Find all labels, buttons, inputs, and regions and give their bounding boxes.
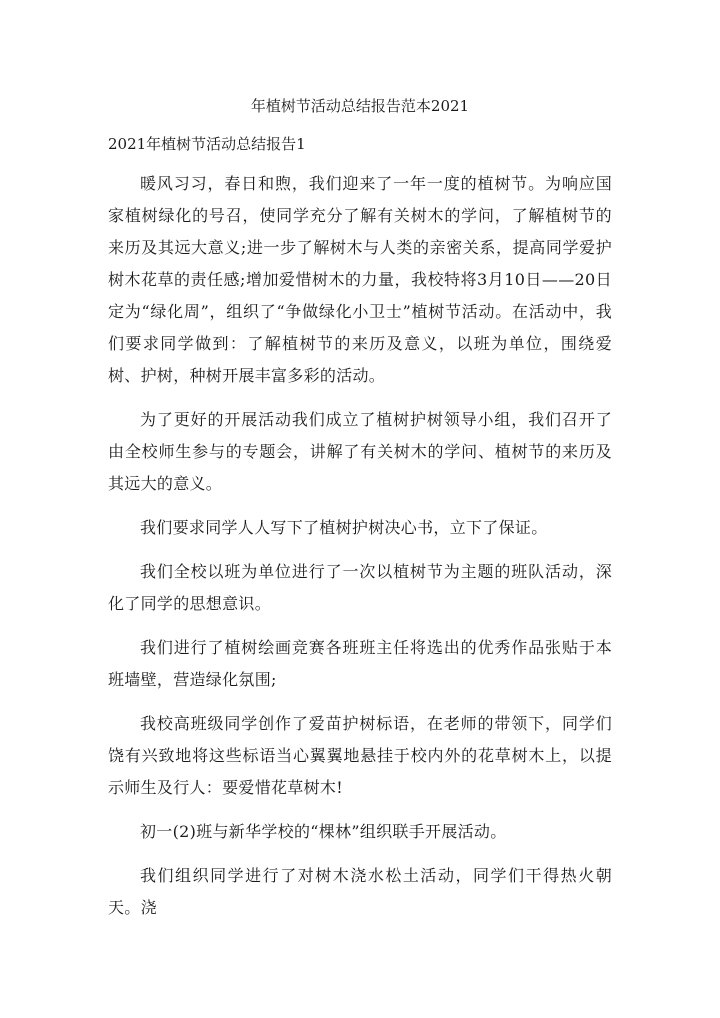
paragraph: 我校高班级同学创作了爱苗护树标语，在老师的带领下，同学们饶有兴致地将这些标语当心翼翼地悬挂于校内外的花草树木上，以提示师生及行人：要爱惜花草树木! [108,714,612,797]
document-body [108,168,612,936]
paragraph: 我们进行了植树绘画竞赛各班班主任将选出的优秀作品张贴于本班墙壁，营造绿化氛围; [108,638,612,689]
document-title: 年植树节活动总结报告范本2021 [250,97,470,115]
paragraph: 我们全校以班为单位进行了一次以植树节为主题的班队活动，深化了同学的思想意识。 [108,562,612,613]
paragraph: 为了更好的开展活动我们成立了植树护树领导小组，我们召开了由全校师生参与的专题会，讲解了有关树木的学问、植树节的来历及其远大的意义。 [108,410,612,493]
paragraph: 我们要求同学人人写下了植树护树决心书，立下了保证。 [140,518,548,537]
paragraph: 我们组织同学进行了对树木浇水松土活动，同学们干得热火朝天。浇 [108,866,612,917]
paragraph: 暖风习习，春日和煦，我们迎来了一年一度的植树节。为响应国家植树绿化的号召，使同学充分了解有关树木的学问，了解植树节的来历及其远大意义;进一步了解树木与人类的亲密关系，提高同学爱护树木花草的责任感;增加爱惜树木的力量，我校特将3月10日——20日定为“绿化周”，组织了“争做绿化小卫士”植树节活动。在活动中，我们要求同学做到：了解植树节的来历及意义，以班为单位，围绕爱树、护树，种树开展丰富多彩的活动。 [108,174,612,385]
paragraph: 初一(2)班与新华学校的“棵林”组织联手开展活动。 [140,822,507,841]
section-heading: 2021年植树节活动总结报告1 [108,135,306,153]
